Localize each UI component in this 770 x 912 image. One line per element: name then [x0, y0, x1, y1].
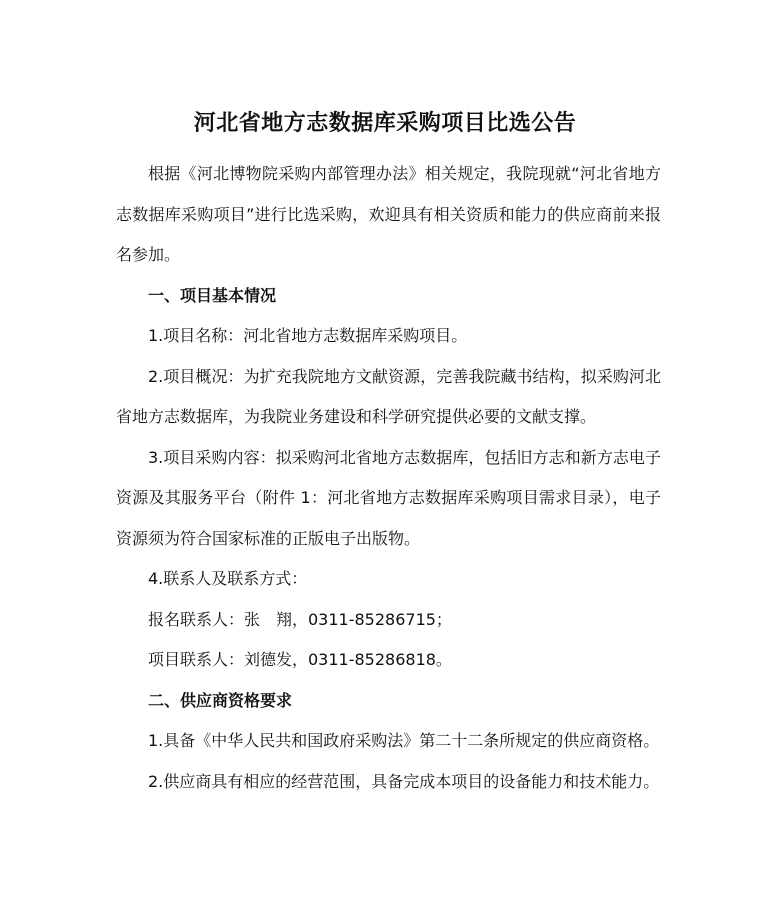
qualification-item-1: 1.具备《中华人民共和国政府采购法》第二十二条所规定的供应商资格。 — [148, 731, 660, 750]
contact-heading-paragraph: 4.联系人及联系方式： — [148, 569, 308, 588]
document-body — [116, 154, 661, 802]
section-heading-basic-info: 一、项目基本情况 — [148, 285, 277, 305]
project-name-paragraph: 1.项目名称：河北省地方志数据库采购项目。 — [148, 326, 468, 345]
document-title: 河北省地方志数据库采购项目比选公告 — [193, 111, 577, 136]
qualification-item-2: 2.供应商具有相应的经营范围，具备完成本项目的设备能力和技术能力。 — [148, 771, 660, 791]
intro-paragraph: 根据《河北博物院采购内部管理办法》相关规定，我院现就“河北省地方志数据库采购项目”进行比选采购，欢迎具有相关资质和能力的供应商前来报名参加。 — [116, 164, 661, 264]
section-heading-qualification: 二、供应商资格要求 — [148, 690, 293, 710]
registration-contact-paragraph: 报名联系人：张 翔，0311-85286715； — [148, 609, 452, 629]
project-overview-paragraph: 2.项目概况：为扩充我院地方文献资源，完善我院藏书结构，拟采购河北省地方志数据库，为我院业务建设和科学研究提供必要的文献支撑。 — [116, 366, 661, 426]
project-contact-paragraph: 项目联系人：刘德发，0311-85286818。 — [148, 650, 452, 669]
procurement-content-paragraph: 3.项目采购内容：拟采购河北省地方志数据库，包括旧方志和新方志电子资源及其服务平台（附件 1：河北省地方志数据库采购项目需求目录），电子资源须为符合国家标准的正版电子出版物。 — [116, 447, 661, 548]
